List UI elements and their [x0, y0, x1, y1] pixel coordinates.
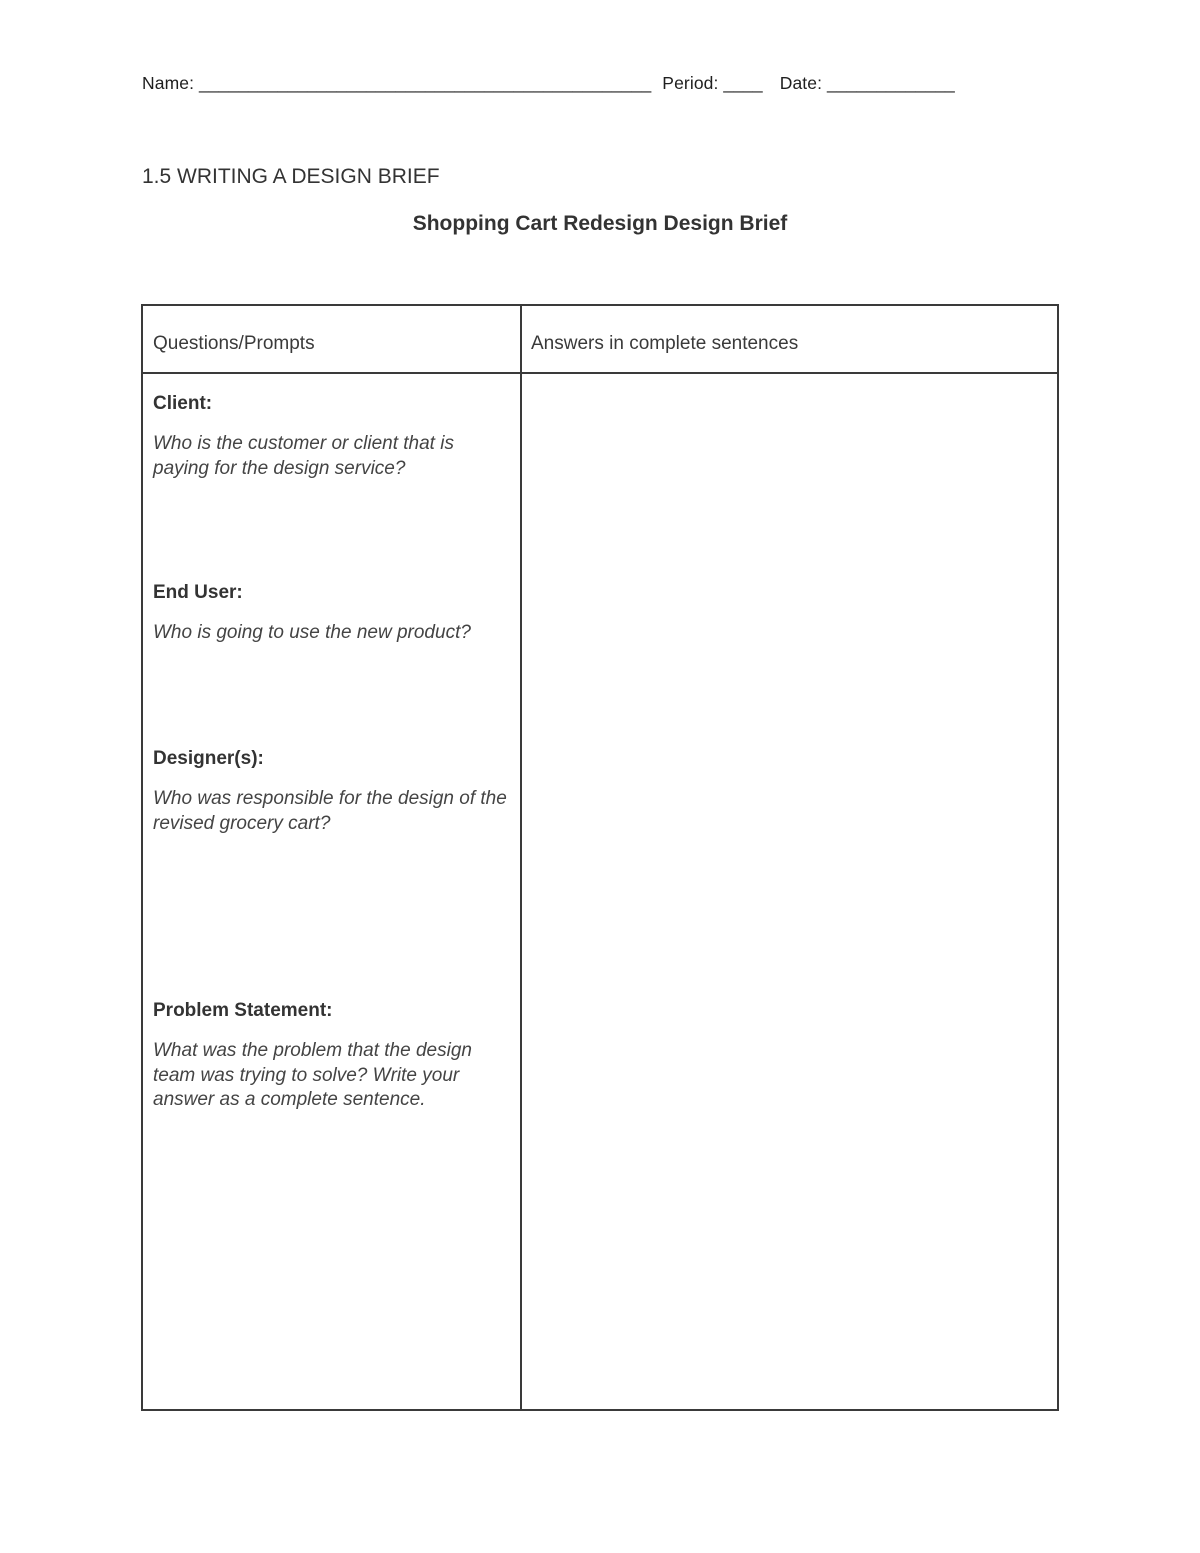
prompt-question: What was the problem that the design team was trying to solve? Write your answer as a complete sentence.: [153, 1040, 472, 1110]
prompt-question: Who was responsible for the design of the revised grocery cart?: [153, 788, 507, 834]
answers-column-header: Answers in complete sentences: [531, 333, 799, 354]
answer-area[interactable]: [523, 374, 1057, 1409]
prompt-question: Who is going to use the new product?: [153, 622, 471, 643]
questions-column-header: Questions/Prompts: [153, 333, 315, 354]
period-blank[interactable]: ____: [723, 73, 763, 93]
name-blank[interactable]: ______________________________________________: [199, 73, 652, 93]
prompt-label: Client:: [153, 393, 213, 414]
section-title: 1.5 WRITING A DESIGN BRIEF: [142, 165, 440, 188]
prompt-designers: [153, 747, 508, 836]
prompt-problem-statement: [153, 999, 508, 1113]
prompt-label: End User:: [153, 582, 243, 603]
prompt-label: Designer(s):: [153, 748, 264, 769]
design-brief-table: [141, 304, 1059, 1411]
period-label: Period:: [662, 73, 719, 93]
prompt-question: Who is the customer or client that is paying for the design service?: [153, 433, 454, 479]
column-divider: [520, 306, 522, 1409]
date-blank[interactable]: _____________: [827, 73, 955, 93]
student-info-line: [142, 73, 1058, 94]
prompt-label: Problem Statement:: [153, 1000, 333, 1021]
document-title: Shopping Cart Redesign Design Brief: [412, 212, 788, 235]
prompt-end-user: [153, 581, 508, 646]
prompt-client: [153, 392, 508, 481]
name-label: Name:: [142, 73, 195, 93]
date-label: Date:: [779, 73, 823, 93]
